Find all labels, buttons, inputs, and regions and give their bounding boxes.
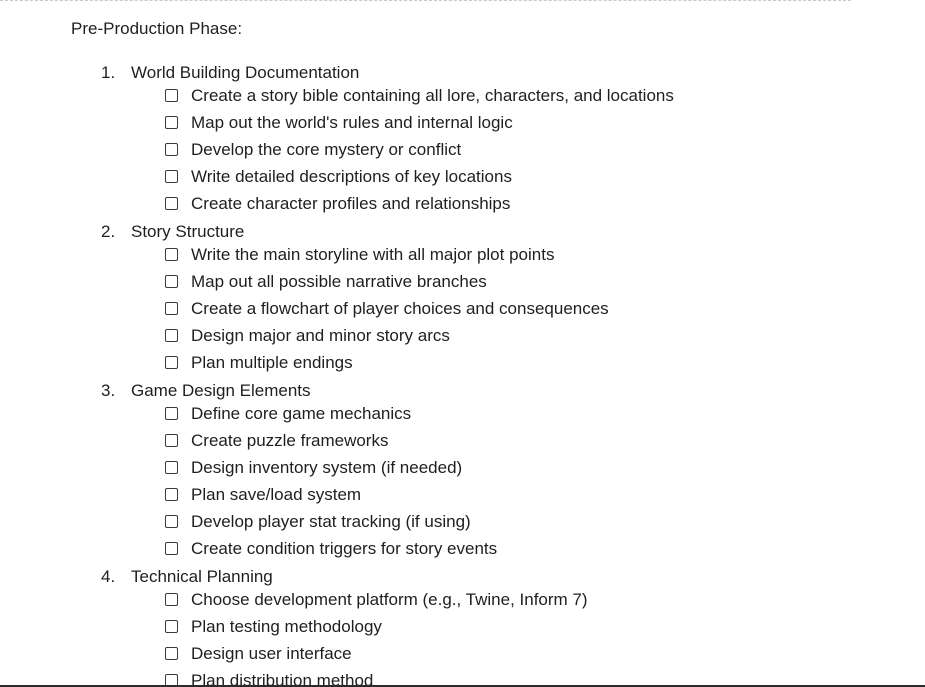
task-label: Plan testing methodology: [191, 617, 382, 636]
checkbox[interactable]: [165, 302, 178, 315]
checkbox[interactable]: [165, 170, 178, 183]
section-title-row: [0, 62, 925, 89]
task-label: Plan multiple endings: [191, 353, 353, 372]
checklist-item: [0, 140, 925, 170]
task-label: Develop the core mystery or conflict: [191, 140, 462, 159]
section-title: World Building Documentation: [131, 63, 360, 82]
checklist-item: [0, 431, 925, 461]
checkbox[interactable]: [165, 515, 178, 528]
section: [0, 62, 925, 224]
task-label: Create condition triggers for story events: [191, 539, 498, 558]
checklist-item: [0, 245, 925, 275]
checklist-item: [0, 539, 925, 569]
section-title: Technical Planning: [131, 567, 273, 586]
section: [0, 224, 925, 383]
task-label: Design major and minor story arcs: [191, 326, 450, 345]
section-title: Story Structure: [131, 222, 245, 241]
checklist-item: [0, 617, 925, 647]
task-label: Define core game mechanics: [191, 404, 412, 423]
task-label: Design inventory system (if needed): [191, 458, 463, 477]
checkbox[interactable]: [165, 197, 178, 210]
checkbox[interactable]: [165, 593, 178, 606]
task-label: Plan save/load system: [191, 485, 362, 504]
section-number: 1.: [101, 63, 116, 82]
checklist-item: [0, 326, 925, 356]
checklist-item: [0, 590, 925, 620]
checklist-item: [0, 86, 925, 116]
checkbox[interactable]: [165, 542, 178, 555]
section-number: 2.: [101, 222, 116, 241]
section-title-row: [0, 383, 925, 407]
checkbox[interactable]: [165, 116, 178, 129]
checkbox[interactable]: [165, 248, 178, 261]
task-label: Choose development platform (e.g., Twine, Inform 7): [191, 590, 588, 609]
task-label: Write detailed descriptions of key locations: [191, 167, 512, 186]
checklist-item: [0, 353, 925, 383]
checklist-item: [0, 194, 925, 224]
task-label: Design user interface: [191, 644, 352, 663]
section-number: 4.: [101, 567, 116, 586]
section-number: 3.: [101, 381, 116, 400]
checkbox[interactable]: [165, 434, 178, 447]
task-label: Plan distribution method: [191, 671, 374, 685]
checklist-item: [0, 644, 925, 674]
section-title: Game Design Elements: [131, 381, 311, 400]
checkbox[interactable]: [165, 143, 178, 156]
checklist-item: [0, 458, 925, 488]
task-label: Map out the world's rules and internal logic: [191, 113, 513, 132]
checkbox[interactable]: [165, 620, 178, 633]
phase-heading: Pre-Production Phase:: [71, 19, 243, 38]
checkbox[interactable]: [165, 674, 178, 685]
checklist-item: [0, 167, 925, 197]
checklist-item: [0, 671, 925, 685]
task-label: Create a flowchart of player choices and consequences: [191, 299, 609, 318]
checkbox[interactable]: [165, 407, 178, 420]
checkbox[interactable]: [165, 461, 178, 474]
task-label: Write the main storyline with all major plot points: [191, 245, 555, 264]
checklist-item: [0, 485, 925, 515]
checkbox[interactable]: [165, 89, 178, 102]
checkbox[interactable]: [165, 488, 178, 501]
checklist-item: [0, 404, 925, 434]
checklist-item: [0, 272, 925, 302]
section: [0, 383, 925, 569]
checkbox[interactable]: [165, 356, 178, 369]
task-label: Create a story bible containing all lore, characters, and locations: [191, 86, 674, 105]
checkbox[interactable]: [165, 329, 178, 342]
checkbox[interactable]: [165, 275, 178, 288]
task-label: Develop player stat tracking (if using): [191, 512, 471, 531]
checklist-item: [0, 299, 925, 329]
section-list: [0, 62, 925, 685]
task-label: Map out all possible narrative branches: [191, 272, 487, 291]
task-label: Create puzzle frameworks: [191, 431, 389, 450]
section: [0, 569, 925, 685]
checkbox[interactable]: [165, 647, 178, 660]
checklist-item: [0, 113, 925, 143]
task-label: Create character profiles and relationships: [191, 194, 511, 213]
checklist-item: [0, 512, 925, 542]
